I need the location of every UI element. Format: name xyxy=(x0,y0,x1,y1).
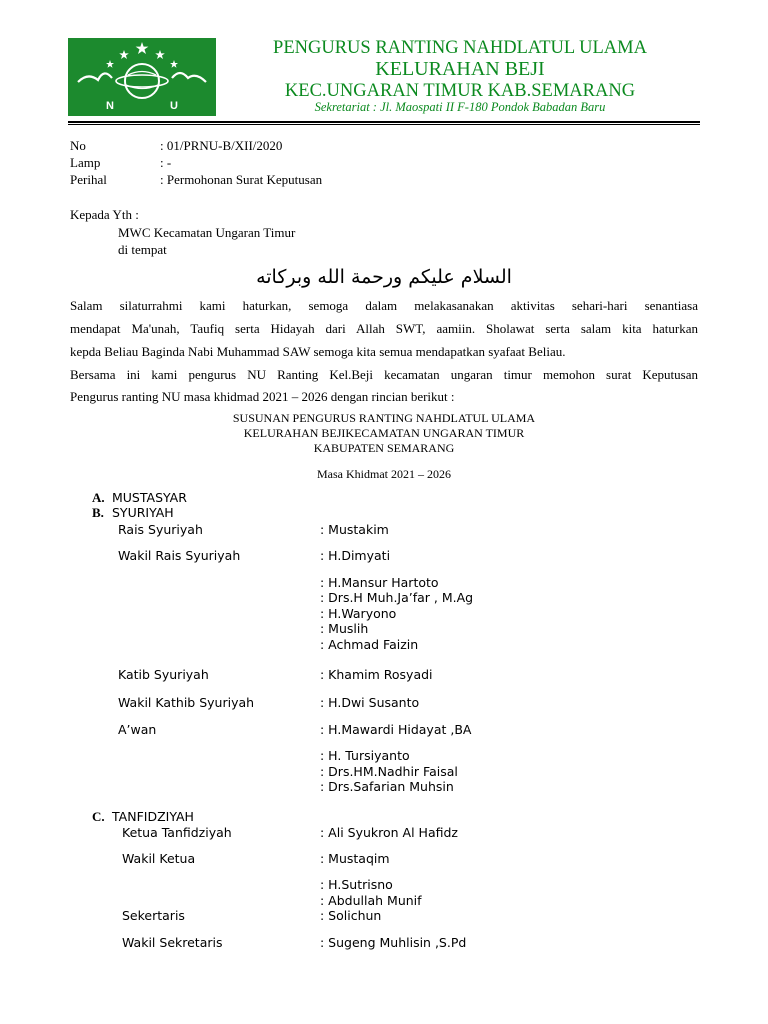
masa-khidmat: Masa Khidmat 2021 – 2026 xyxy=(317,467,451,481)
susunan-subtitle: KABUPATEN SEMARANG xyxy=(313,441,455,455)
role-label: Ketua Tanfidziyah xyxy=(122,825,232,840)
role-value: : H.Mawardi Hidayat ,BA xyxy=(320,722,472,737)
section-a-title: MUSTASYAR xyxy=(112,490,187,505)
role-label: Wakil Kathib Syuriyah xyxy=(118,695,255,710)
lamp-value: : - xyxy=(160,155,172,170)
role-value: : H.Dwi Susanto xyxy=(320,695,420,710)
member-name: : H.Waryono xyxy=(320,606,397,621)
role-value: : H.Dimyati xyxy=(320,548,391,563)
role-value: : Khamim Rosyadi xyxy=(320,667,433,682)
role-label: Wakil Sekretaris xyxy=(122,935,223,950)
nu-logo-icon xyxy=(68,38,216,116)
role-label: Wakil Ketua xyxy=(122,851,196,866)
member-name: : Drs.HM.Nadhir Faisal xyxy=(320,764,458,779)
role-label: Sekertaris xyxy=(122,908,185,923)
susunan-title: SUSUNAN PENGURUS RANTING NAHDLATUL ULAMA xyxy=(232,411,536,425)
no-value: : 01/PRNU-B/XII/2020 xyxy=(160,138,283,153)
no-label: No xyxy=(70,138,86,153)
header-divider-thin xyxy=(68,124,700,125)
role-label: Rais Syuriyah xyxy=(118,522,203,537)
role-value: : Sugeng Muhlisin ,S.Pd xyxy=(320,935,467,950)
logo-letter-u: U xyxy=(170,100,178,112)
letterhead-title: PENGURUS RANTING NAHDLATUL ULAMA xyxy=(273,38,647,58)
recipient-name: MWC Kecamatan Ungaran Timur xyxy=(118,225,296,240)
logo-letter-n: N xyxy=(106,100,114,112)
body-line: mendapat Ma'unah, Taufiq serta Hidayah dari Allah SWT, aamiin. Sholawat serta salam kita haturkan xyxy=(70,321,698,336)
role-value: : Mustakim xyxy=(320,522,389,537)
susunan-subtitle: KELURAHAN BEJIKECAMATAN UNGARAN TIMUR xyxy=(243,426,525,440)
role-value: : Mustaqim xyxy=(320,851,390,866)
member-name: : H. Tursiyanto xyxy=(320,748,410,763)
member-name: : Abdullah Munif xyxy=(320,893,422,908)
header-divider xyxy=(68,121,700,123)
role-label: Katib Syuriyah xyxy=(118,667,209,682)
section-c-title: TANFIDZIYAH xyxy=(112,809,194,824)
role-value: : Solichun xyxy=(320,908,382,923)
recipient-place: di tempat xyxy=(118,242,167,257)
letterhead-address: Sekretariat : Jl. Maospati II F-180 Pondok Babadan Baru xyxy=(314,100,606,114)
member-name: : H.Sutrisno xyxy=(320,877,393,892)
section-c-letter: C. xyxy=(92,809,105,824)
letterhead-kecamatan: KEC.UNGARAN TIMUR KAB.SEMARANG xyxy=(284,81,636,101)
member-name: : Drs.Safarian Muhsin xyxy=(320,779,454,794)
perihal-label: Perihal xyxy=(70,172,107,187)
body-line: Salam silaturrahmi kami haturkan, semoga dalam melakasanakan aktivitas sehari-hari senantiasa xyxy=(70,298,698,313)
section-a-letter: A. xyxy=(92,490,105,505)
recipient-greeting: Kepada Yth : xyxy=(70,207,139,222)
body-line: Bersama ini kami pengurus NU Ranting Kel.Beji kecamatan ungaran timur memohon surat Keputusan xyxy=(70,367,698,382)
section-b-title: SYURIYAH xyxy=(112,505,174,520)
lamp-label: Lamp xyxy=(70,155,101,170)
member-name: : Drs.H Muh.Ja’far , M.Ag xyxy=(320,590,474,605)
member-name: : Achmad Faizin xyxy=(320,637,419,652)
body-line: kepda Beliau Baginda Nabi Muhammad SAW semoga kita semua mendapatkan syafaat Beliau. xyxy=(70,344,566,359)
letterhead-kelurahan: KELURAHAN BEJI xyxy=(375,58,545,80)
member-name: : H.Mansur Hartoto xyxy=(320,575,439,590)
member-name: : Muslih xyxy=(320,621,369,636)
perihal-value: : Permohonan Surat Keputusan xyxy=(160,172,323,187)
role-label: Wakil Rais Syuriyah xyxy=(118,548,241,563)
section-b-letter: B. xyxy=(92,505,104,520)
role-value: : Ali Syukron Al Hafidz xyxy=(320,825,458,840)
body-line: Pengurus ranting NU masa khidmad 2021 – 2026 dengan rincian berikut : xyxy=(70,389,455,404)
arabic-salam: السلام عليكم ورحمة الله وبركاته xyxy=(256,266,512,288)
role-label: A’wan xyxy=(118,722,157,737)
